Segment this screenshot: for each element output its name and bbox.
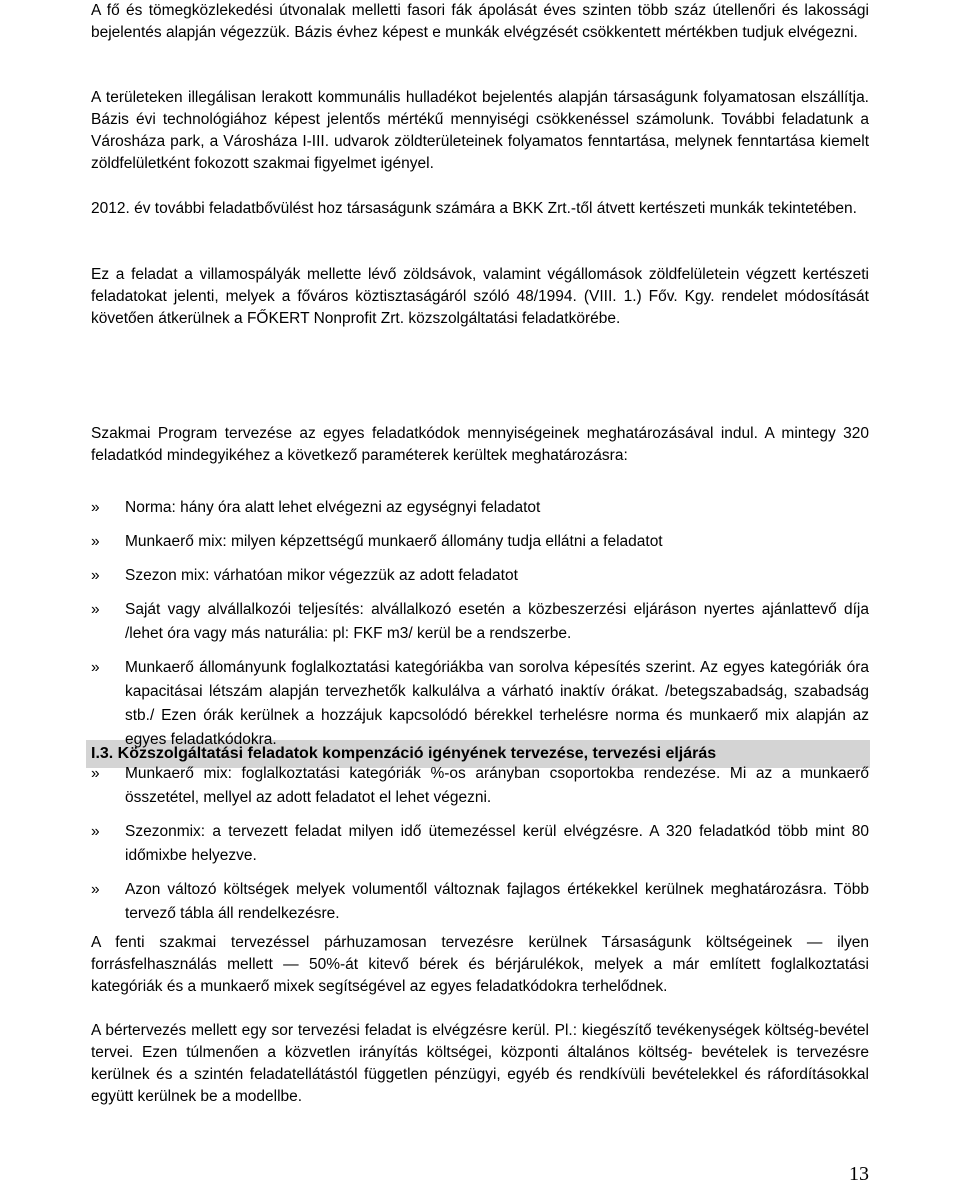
bullet-mark: » <box>91 567 100 584</box>
list-item-text: Szezonmix: a tervezett feladat milyen idő ütemezéssel kerül elvégzésre. A 320 feladatkód több mint 80 időmixbe helyezve. <box>125 823 869 864</box>
list-item <box>91 530 869 554</box>
list-item-text: Munkaerő mix: foglalkoztatási kategóriák %-os arányban csoportokba rendezése. Mi az a munkaerő összetétel, mellyel az adott feladatot el lehet végezni. <box>125 765 869 806</box>
bullet-mark: » <box>91 823 100 840</box>
parameter-list <box>91 496 869 926</box>
list-item <box>91 878 869 926</box>
list-item-text: Saját vagy alvállalkozói teljesítés: alvállalkozó esetén a közbeszerzési eljáráson nyertes ajánlattevő díja /lehet óra vagy más naturália: pl: FKF m3/ kerül be a rendszerbe. <box>125 601 869 642</box>
paragraph-program-planning: Szakmai Program tervezése az egyes feladatkódok mennyiségeinek meghatározásával indul. A mintegy 320 feladatkód mindegyikéhez a következő paraméterek kerültek meghatározásra: <box>91 425 869 464</box>
bullet-mark: » <box>91 601 100 618</box>
bullet-mark: » <box>91 765 100 782</box>
bullet-mark: » <box>91 533 100 550</box>
list-item <box>91 820 869 868</box>
bullet-mark: » <box>91 881 100 898</box>
list-item-text: Munkaerő állományunk foglalkoztatási kategóriákba van sorolva képesítés szerint. Az egyes kategóriák óra kapacitásai létszám alapján tervezhetők kalkulálva a várható inaktív órákat. /betegszabadság, szabadság stb./ Ezen órák kerülnek a hozzájuk kapcsolódó bérekkel terhelésre norma és munkaerő mix alapján az egyes feladatkódokra. <box>125 659 869 748</box>
list-item-text: Norma: hány óra alatt lehet elvégezni az egységnyi feladatot <box>125 499 541 516</box>
section-heading: I.3. Közszolgáltatási feladatok kompenzáció igényének tervezése, tervezési eljárás <box>86 740 870 768</box>
list-item-text: Munkaerő mix: milyen képzettségű munkaerő állomány tudja ellátni a feladatot <box>125 533 663 550</box>
bullet-mark: » <box>91 659 100 676</box>
paragraph-tram-greenery: Ez a feladat a villamospályák mellette lévő zöldsávok, valamint végállomások zöldfelületein végzett kertészeti feladatokat jelenti, melyek a főváros köztisztaságáról szóló 48/1994. (VIII. 1.) Főv. Kgy. rendelet módosítását követően átkerülnek a FŐKERT Nonprofit Zrt. közszolgáltatási feladatkörébe. <box>91 266 869 327</box>
list-item <box>91 496 869 520</box>
page-number: 13 <box>849 1163 869 1185</box>
list-item <box>91 564 869 588</box>
paragraph-illegal-waste: A területeken illegálisan lerakott kommunális hulladékot bejelentés alapján társaságunk folyamatosan elszállítja. Bázis évi technológiához képest jelentős mértékű mennyiségi csökkenéssel számolunk. További feladatunk a Városháza park, a Városháza I-III. udvarok zöldterületeinek folyamatos fenntartása, melynek fenntartása kiemelt zöldfelületként fokozott szakmai figyelmet igényel. <box>91 89 869 172</box>
list-item <box>91 598 869 646</box>
list-item-text: Azon változó költségek melyek volumentől változnak fajlagos értékekkel kerülnek meghatározásra. Több tervező tábla áll rendelkezésre. <box>125 881 869 922</box>
list-item <box>91 762 869 810</box>
bullet-mark: » <box>91 499 100 516</box>
paragraph-other-planning: A bértervezés mellett egy sor tervezési feladat is elvégzésre kerül. Pl.: kiegészítő tevékenységek költség-bevétel tervei. Ezen túlmenően a közvetlen irányítás költségei, központi általános költség- bevételek is tervezésre kerülnek és a szintén feladatellátástól független pénzügyi, egyéb és rendkívüli bevételekkel és ráfordításokkal együtt kerülnek be a modellbe. <box>91 1022 869 1105</box>
paragraph-street-trees: A fő és tömegközlekedési útvonalak melletti fasori fák ápolását éves szinten több száz útellenőri és lakossági bejelentés alapján végezzük. Bázis évhez képest e munkák elvégzését csökkentett mértékben tudjuk elvégezni. <box>91 2 869 41</box>
list-item-text: Szezon mix: várhatóan mikor végezzük az adott feladatot <box>125 567 518 584</box>
paragraph-wage-planning: A fenti szakmai tervezéssel párhuzamosan tervezésre kerülnek Társaságunk költségeinek — ilyen forrásfelhasználás mellett — 50%-át kitevő bérek és bérjárulékok, melyek a már említett foglalkoztatási kategóriák és a munkaerő mixek segítségével az egyes feladatkódokra terhelődnek. <box>91 934 869 995</box>
paragraph-2012-expansion: 2012. év további feladatbővülést hoz társaságunk számára a BKK Zrt.-től átvett kertészeti munkák tekintetében. <box>91 200 857 217</box>
list-item <box>91 656 869 752</box>
